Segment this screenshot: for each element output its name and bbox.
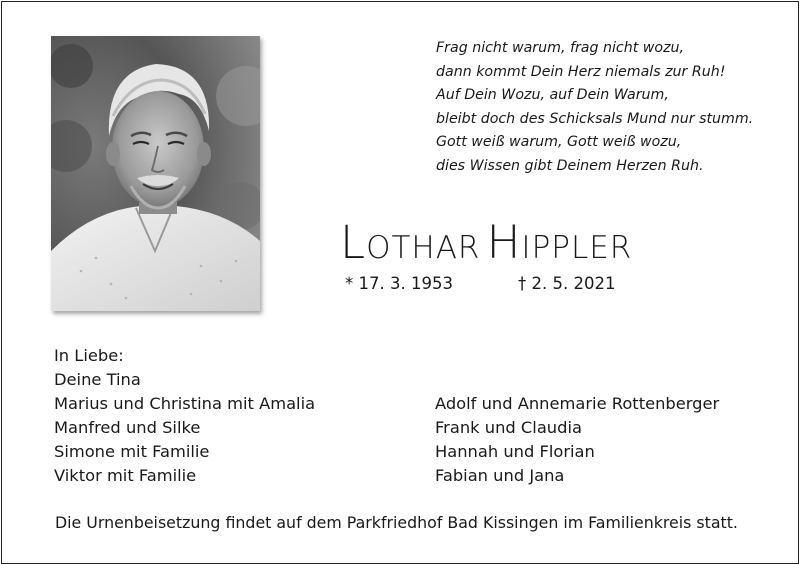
deceased-name: [340, 216, 632, 269]
mourner-line: In Liebe:: [54, 346, 124, 365]
poem-line: dies Wissen gibt Deinem Herzen Ruh.: [436, 157, 704, 174]
last-name-rest: IPPLER: [521, 230, 633, 266]
portrait-image: [51, 36, 260, 311]
portrait-photo: [51, 36, 260, 311]
mourners-left: [54, 344, 315, 488]
poem-line: bleibt doch des Schicksals Mund nur stumm.: [436, 110, 754, 127]
life-dates: [345, 274, 615, 293]
poem-line: Auf Dein Wozu, auf Dein Warum,: [436, 87, 669, 104]
last-name-initial: H: [486, 216, 522, 269]
poem-line: dann kommt Dein Herz niemals zur Ruh!: [436, 63, 726, 80]
death-date: † 2. 5. 2021: [518, 274, 616, 293]
mourner-line: Frank und Claudia: [435, 418, 582, 437]
mourner-line: Marius und Christina mit Amalia: [54, 394, 316, 413]
birth-date: * 17. 3. 1953: [345, 274, 453, 293]
mourner-line: Fabian und Jana: [435, 466, 565, 485]
mourners-right: [435, 392, 719, 488]
mourner-line: Manfred und Silke: [54, 418, 201, 437]
mourner-line: Deine Tina: [54, 370, 141, 389]
burial-notice: Die Urnenbeisetzung findet auf dem Parkfriedhof Bad Kissingen im Familienkreis statt.: [55, 513, 738, 532]
mourner-line: Viktor mit Familie: [54, 466, 197, 485]
first-name-initial: L: [340, 216, 367, 269]
poem: [436, 37, 781, 179]
mourner-line: Simone mit Familie: [54, 442, 210, 461]
poem-line: Frag nicht warum, frag nicht wozu,: [436, 40, 685, 56]
first-name-rest: OTHAR: [366, 230, 481, 266]
mourner-line: Hannah und Florian: [435, 442, 595, 461]
poem-line: Gott weiß warum, Gott weiß wozu,: [436, 134, 682, 151]
mourner-line: Adolf und Annemarie Rottenberger: [435, 394, 720, 413]
